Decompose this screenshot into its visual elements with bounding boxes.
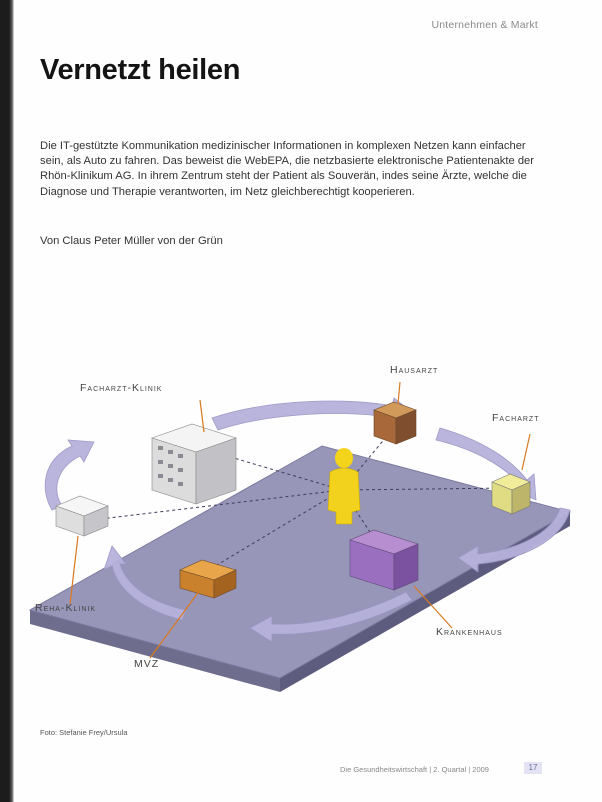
label-reha-klinik: Reha-Klinik [35,602,96,614]
label-mvz: MVZ [134,658,160,670]
article-lead: Die IT-gestützte Kommunikation medizinischer Informationen in komplexen Netzen kann einfacher sein, als Auto zu fahren. Das beweist die WebEPA, die netzbasierte elektronische Patientenakte der Rhön-Klinikum AG. In ihrem Zentrum steht der Patient als Souverän, indes seine Ärzte, welche die Diagnose und Therapie verantworten, im Netz gleichberechtigt kooperieren. [40,140,534,198]
article-title: Vernetzt heilen [40,54,241,86]
page-spine [0,0,14,802]
label-facharzt-klinik: Facharzt-Klinik [80,382,163,394]
facharzt-building [492,474,530,514]
label-hausarzt: Hausarzt [390,364,439,376]
photo-credit: Foto: Stefanie Frey/Ursula [40,728,128,737]
article-author: Von Claus Peter Müller von der Grün [40,235,223,247]
hausarzt-building [374,402,416,444]
page-footer: Die Gesundheitswirtschaft | 2. Quartal | 2009 [340,765,489,774]
label-facharzt: Facharzt [492,412,540,424]
network-illustration [22,340,592,700]
network-diagram [22,340,592,700]
facharzt-klinik-building [152,424,236,504]
label-krankenhaus: Krankenhaus [436,626,503,638]
page-number: 17 [524,762,542,774]
section-header: Unternehmen & Markt [431,19,538,31]
reha-klinik-building [56,496,108,536]
